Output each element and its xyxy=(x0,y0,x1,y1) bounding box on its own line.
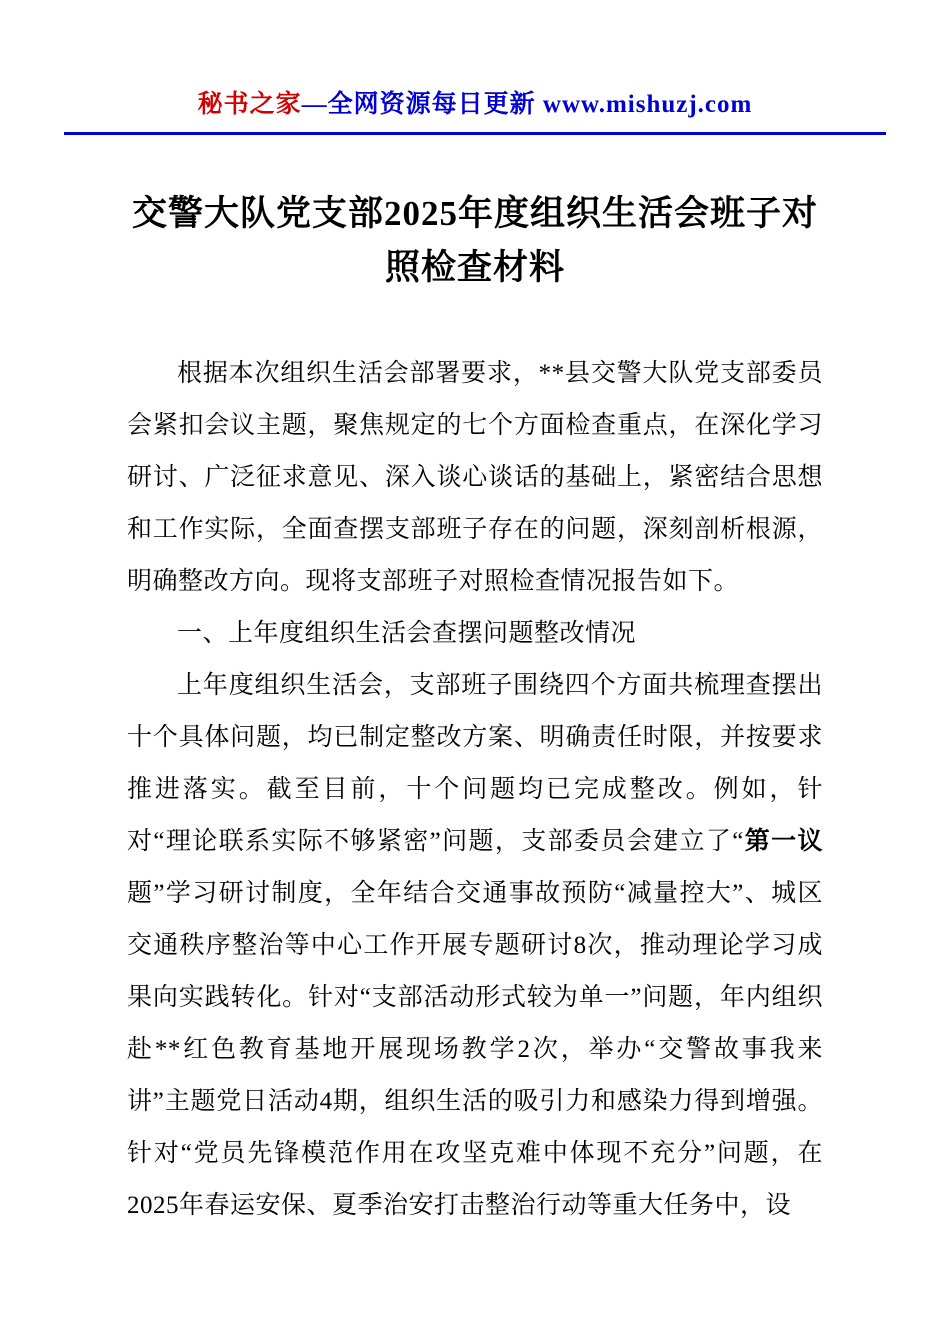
body-paragraph xyxy=(127,660,823,1232)
site-url-link[interactable]: www.mishuzj.com xyxy=(542,91,753,118)
text-run: 题”学习研讨制度，全年结合交通事故预防“减量控大”、城区交通秩序整治等中心工作开展专题研讨8次，推动理论学习成果向实践转化。针对“支部活动形式较为单一”问题，年内组织赴**红色教育基地开展现场教学2次，举办“交警故事我来讲”主题党日活动4期，组织生活的吸引力和感染力得到增强。针对“党员先锋模范作用在攻坚克难中体现不充分”问题，在2025年春运安保、夏季治安打击整治行动等重大任务中，设 xyxy=(127,879,823,1219)
document-body xyxy=(127,348,823,1232)
bold-text-run: 第一议 xyxy=(743,827,823,855)
text-run: 上年度组织生活会，支部班子围绕四个方面共梳理查摆出十个具体问题，均已制定整改方案、明确责任时限，并按要求推进落实。截至目前，十个问题均已完成整改。例如，针对“理论联系实际不够紧密”问题，支部委员会建立了“ xyxy=(127,671,823,855)
document-title: 交警大队党支部2025年度组织生活会班子对照检查材料 xyxy=(131,194,818,288)
text-run: 一、上年度组织生活会查摆问题整改情况 xyxy=(177,619,637,647)
site-header xyxy=(64,84,886,135)
site-brand: 秘书之家 xyxy=(197,91,302,118)
text-run: 根据本次组织生活会部署要求，**县交警大队党支部委员会紧扣会议主题，聚焦规定的七个方面检查重点，在深化学习研讨、广泛征求意见、深入谈心谈话的基础上，紧密结合思想和工作实际，全面查摆支部班子存在的问题，深刻剖析根源，明确整改方向。现将支部班子对照检查情况报告如下。 xyxy=(127,359,823,595)
site-tagline: —全网资源每日更新 xyxy=(301,91,543,118)
body-paragraph xyxy=(127,348,823,608)
section-heading xyxy=(127,608,823,660)
